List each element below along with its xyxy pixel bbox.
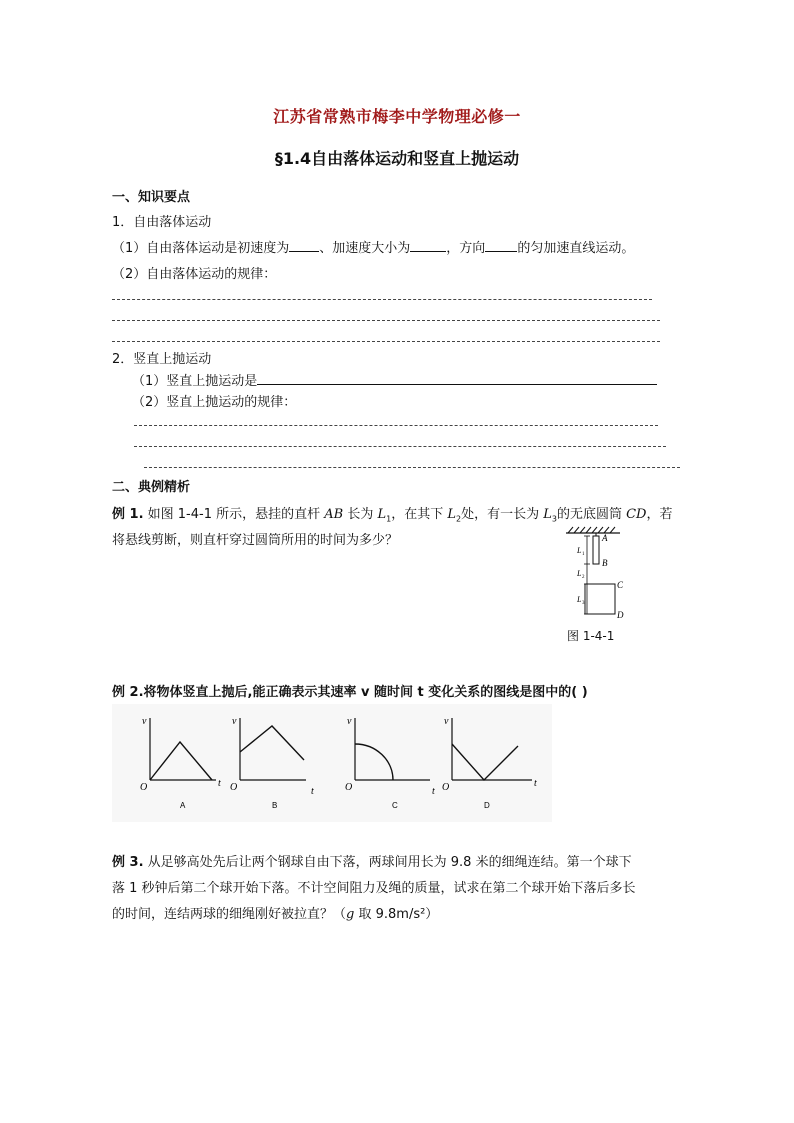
svg-text:v: v xyxy=(232,716,237,727)
school-title: 江苏省常熟市梅李中学物理必修一 xyxy=(273,107,521,126)
blank-definition[interactable] xyxy=(257,371,657,385)
blank-initial-velocity[interactable] xyxy=(289,238,319,252)
label-l3: L xyxy=(577,595,582,604)
item2-title: 2．竖直上抛运动 xyxy=(112,352,212,367)
label-l1: L xyxy=(577,546,582,555)
lesson-title: §1.4自由落体运动和竖直上抛运动 xyxy=(274,149,520,168)
blank-direction[interactable] xyxy=(485,238,517,252)
answer-line[interactable] xyxy=(144,467,680,468)
graph-a-label: A xyxy=(180,801,186,810)
answer-line[interactable] xyxy=(112,320,660,321)
graph-c-label: C xyxy=(392,801,398,810)
label-a: A xyxy=(602,533,608,543)
graph-b-label: B xyxy=(272,801,278,810)
example2-text: 例 2.将物体竖直上抛后,能正确表示其速率 v 随时间 t 变化关系的图线是图中的( ) xyxy=(112,685,588,700)
item2-question1: （1）竖直上抛运动是 xyxy=(132,370,657,389)
svg-text:O: O xyxy=(230,782,238,793)
label-l2-sub: 2 xyxy=(582,575,585,580)
svg-text:O: O xyxy=(345,782,353,793)
label-d: D xyxy=(617,610,624,620)
answer-line[interactable] xyxy=(134,425,658,426)
figure-rod-and-tube xyxy=(560,526,630,626)
svg-text:v: v xyxy=(347,716,352,727)
example3-line3: 的时间，连结两球的细绳刚好被拉直？（g 取 9.8m/s²） xyxy=(112,907,439,922)
label-l2: L xyxy=(577,569,582,578)
example3-line2: 落 1 秒钟后第二个球开始下落。不计空间阻力及绳的质量，试求在第二个球开始下落后多长 xyxy=(112,881,636,896)
blank-acceleration[interactable] xyxy=(410,238,446,252)
answer-line[interactable] xyxy=(134,446,666,447)
svg-text:t: t xyxy=(534,778,537,789)
ceiling-hatch xyxy=(566,527,620,533)
svg-text:v: v xyxy=(444,716,449,727)
item2-question2: （2）竖直上抛运动的规律： xyxy=(132,395,297,410)
section-examples-heading: 二、典例精析 xyxy=(112,480,191,495)
figure-caption: 图 1-4-1 xyxy=(567,629,615,643)
tube-cd xyxy=(585,584,615,614)
label-l1-sub: 1 xyxy=(582,552,585,557)
label-c: C xyxy=(617,580,624,590)
answer-line[interactable] xyxy=(112,299,652,300)
svg-text:t: t xyxy=(218,778,221,789)
svg-text:t: t xyxy=(311,786,314,797)
item1-title: 1．自由落体运动 xyxy=(112,215,212,230)
section-knowledge-heading: 一、知识要点 xyxy=(112,190,191,205)
example1-line1: 例 1. 如图 1-4-1 所示，悬挂的直杆 AB 长为 $L_1$，在其下 $L_2$处，有一长为 $L_3$的无底圆筒 CD，若 xyxy=(112,507,673,524)
item1-question2: （2）自由落体运动的规律： xyxy=(112,267,277,282)
example3-line1: 例 3. 从足够高处先后让两个钢球自由下落，两球间用长为 9.8 米的细绳连结。第一个球下 xyxy=(112,855,632,870)
svg-text:O: O xyxy=(442,782,450,793)
svg-text:v: v xyxy=(142,716,147,727)
graph-d-label: D xyxy=(484,801,490,810)
svg-text:O: O xyxy=(140,782,148,793)
rod-ab xyxy=(593,536,599,564)
label-l3-sub: 3 xyxy=(582,601,585,606)
svg-text:t: t xyxy=(432,786,435,797)
example1-line2: 将悬线剪断，则直杆穿过圆筒所用的时间为多少？ xyxy=(112,533,399,548)
velocity-time-graphs xyxy=(112,704,552,822)
label-b: B xyxy=(602,558,608,568)
item1-question1: （1）自由落体运动是初速度为 、加速度大小为 ，方向 的匀加速直线运动。 xyxy=(112,237,634,256)
answer-line[interactable] xyxy=(112,341,660,342)
